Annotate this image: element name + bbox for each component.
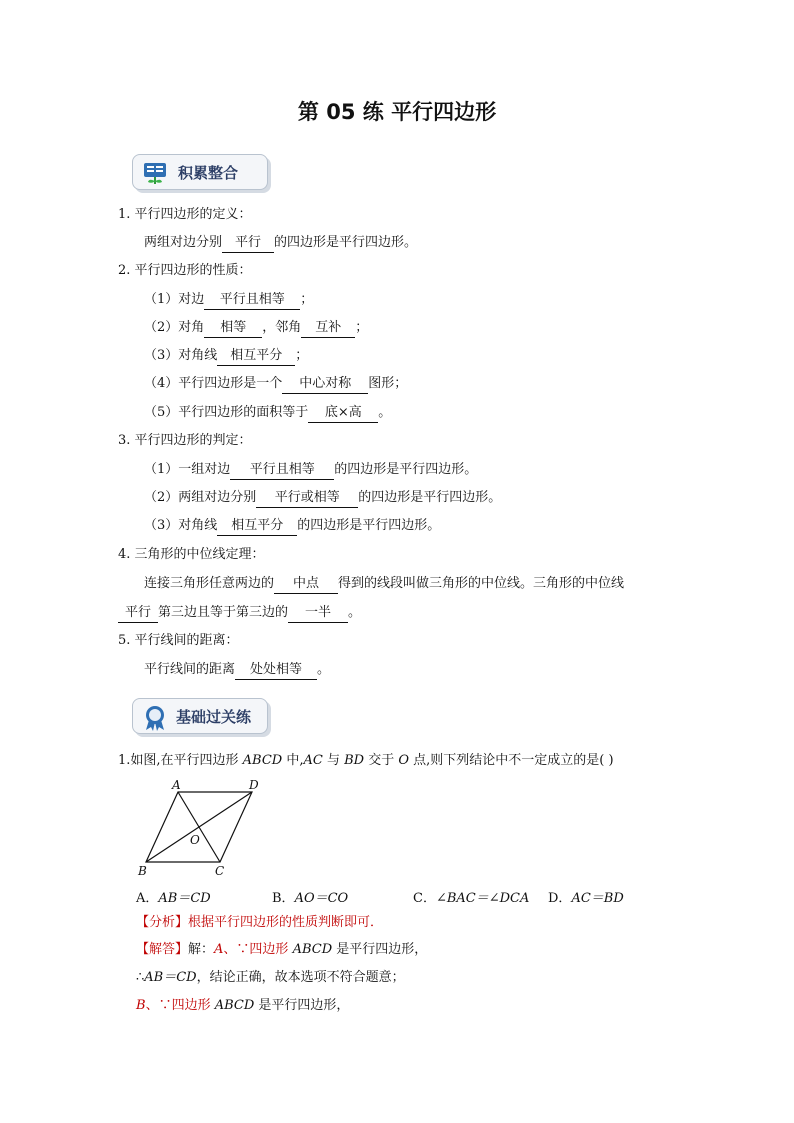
vertex-label-b: B: [138, 864, 147, 878]
section-banner-accumulate: [128, 150, 276, 194]
item-heading: 1. 平行四边形的定义：: [118, 207, 252, 222]
question-stem: 1.如图,在平行四边形 ABCD 中,AC 与 BD 交于 O 点,则下列结论中不一定成立的是( ): [118, 753, 614, 768]
vertex-label-d: D: [249, 778, 259, 792]
text-line: （3）对角线 相互平分 的四边形是平行四边形。: [144, 517, 440, 536]
item-heading: 5. 平行线间的距离：: [118, 633, 239, 648]
medal-icon: [142, 704, 168, 732]
analysis-line: 【分析】根据平行四边形的性质判断即可．: [136, 915, 384, 930]
text-line: 两组对边分别 平行 的四边形是平行四边形。: [144, 234, 417, 253]
section-banner-basic: [128, 694, 276, 738]
text-line: （1）一组对边 平行且相等 的四边形是平行四边形。: [144, 461, 477, 480]
parallelogram-figure: [130, 776, 270, 880]
item-heading: 4. 三角形的中位线定理：: [118, 547, 265, 562]
text-line: （2）两组对边分别 平行或相等 的四边形是平行四边形。: [144, 489, 501, 508]
option-a: A．AB＝CD: [136, 891, 211, 906]
section-title: 基础过关练: [176, 708, 252, 726]
item-heading: 2. 平行四边形的性质：: [118, 263, 252, 278]
page-title: 第 05 练 平行四边形: [297, 100, 497, 124]
text-line: （5）平行四边形的面积等于 底×高 。: [144, 404, 391, 423]
solution-line: B、∵四边形 ABCD 是平行四边形，: [136, 998, 350, 1013]
vertex-label-a: A: [172, 778, 181, 792]
option-c: C．∠BAC＝∠DCA: [413, 891, 530, 906]
text-line: 连接三角形任意两边的 中点 得到的线段叫做三角形的中位线。三角形的中位线: [144, 575, 624, 594]
section-title: 积累整合: [178, 164, 239, 182]
item-heading: 3. 平行四边形的判定：: [118, 433, 252, 448]
solution-line: 【解答】解：A、∵四边形 ABCD 是平行四边形，: [136, 942, 428, 957]
text-line: （4）平行四边形是一个 中心对称 图形；: [144, 375, 407, 394]
text-line: 平行线间的距离 处处相等 。: [144, 661, 330, 680]
solution-line: ∴AB＝CD，结论正确，故本选项不符合题意；: [136, 970, 405, 985]
text-line: （2）对角 相等 ，邻角 互补 ；: [144, 319, 368, 338]
book-plant-icon: [142, 160, 168, 186]
vertex-label-o: O: [190, 833, 200, 847]
text-line: 平行 第三边且等于第三边的 一半 。: [118, 604, 361, 623]
vertex-label-c: C: [215, 864, 225, 878]
option-b: B．AO＝CO: [272, 891, 349, 906]
option-d: D．AC＝BD: [548, 891, 624, 906]
text-line: （1）对边 平行且相等 ；: [144, 291, 313, 310]
text-line: （3）对角线 相互平分 ；: [144, 347, 308, 366]
